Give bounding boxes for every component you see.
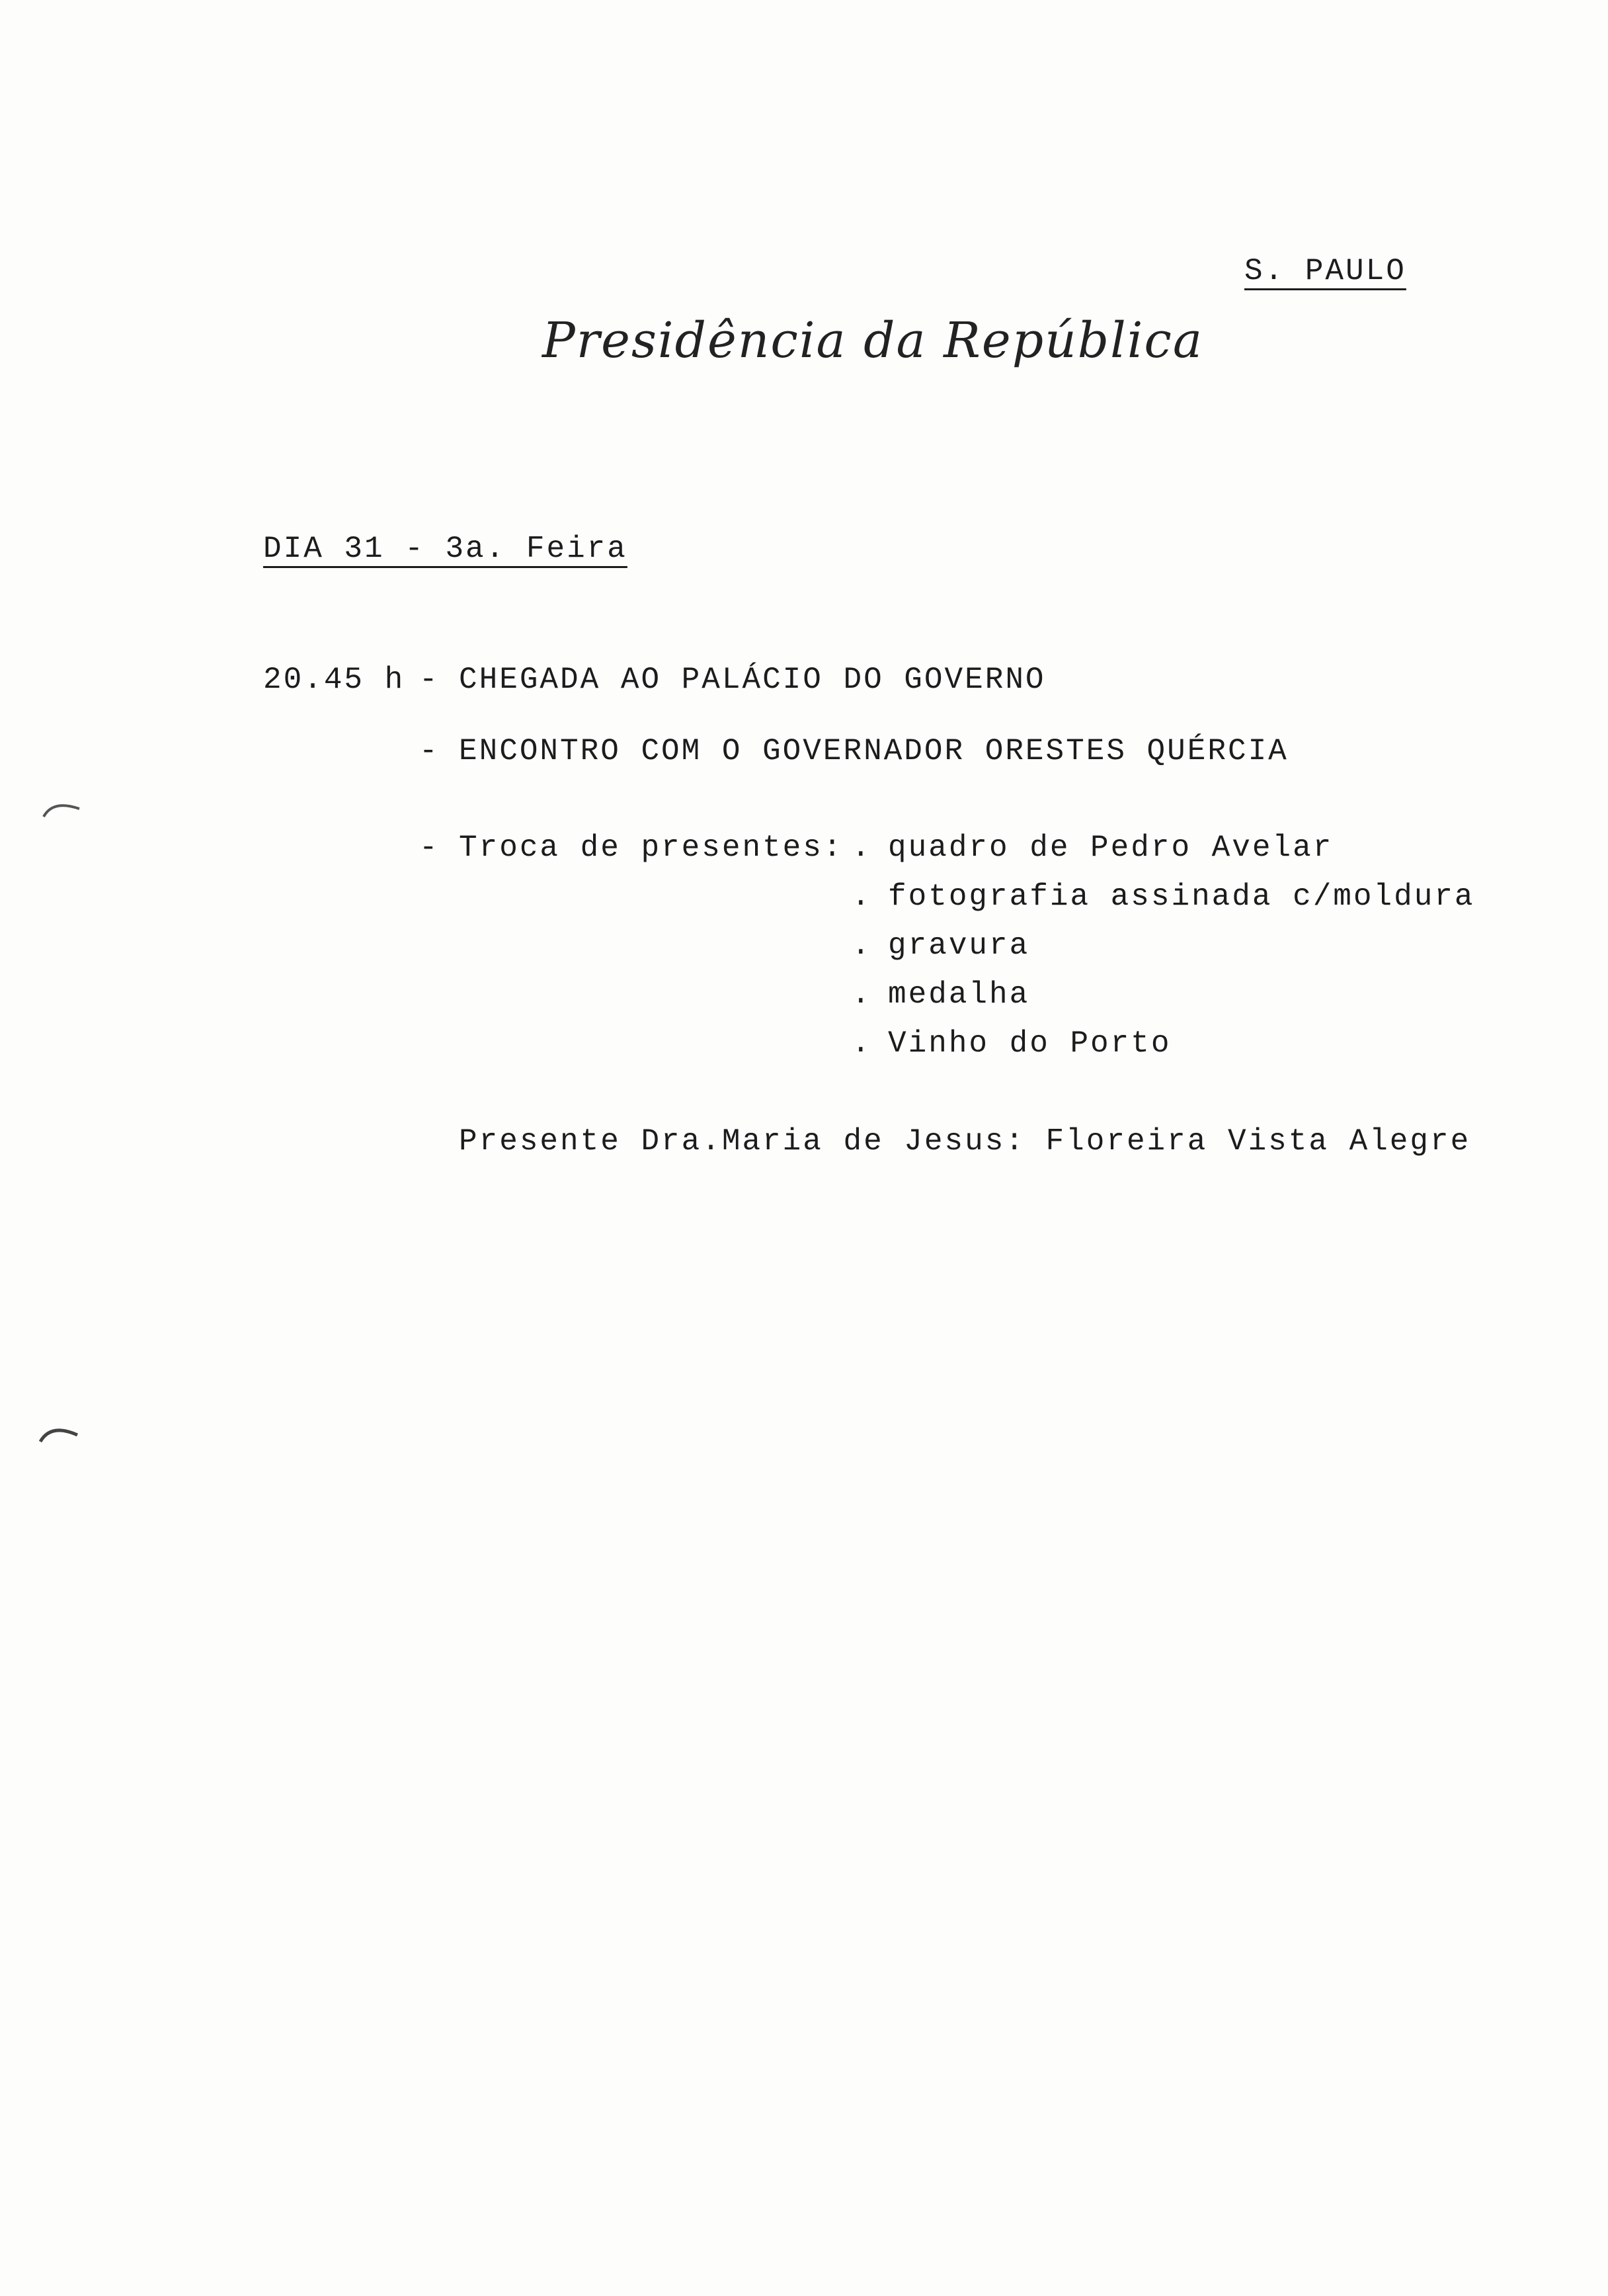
gift-text: gravura — [888, 928, 1030, 963]
letterhead: Presidência da República — [542, 312, 1203, 369]
punch-hole-mark — [40, 797, 86, 823]
gift-bullet: . — [852, 977, 872, 1012]
gift-item — [852, 976, 1029, 1013]
extra-gift-line: Presente Dra.Maria de Jesus: Floreira Vista Alegre — [459, 1124, 1471, 1159]
meeting-item: ENCONTRO COM O GOVERNADOR ORESTES QUÉRCIA — [459, 734, 1289, 768]
schedule-dash-2: - — [419, 734, 440, 768]
location-heading: S. PAULO — [1244, 254, 1406, 288]
gift-text: Vinho do Porto — [888, 1026, 1172, 1061]
schedule-dash-3: - — [419, 831, 440, 865]
gift-bullet: . — [852, 880, 872, 914]
gift-text: medalha — [888, 977, 1030, 1012]
gift-bullet: . — [852, 928, 872, 963]
arrival-item: CHEGADA AO PALÁCIO DO GOVERNO — [459, 663, 1046, 697]
gift-text: quadro de Pedro Avelar — [888, 831, 1334, 865]
gift-item — [852, 927, 1029, 964]
schedule-time: 20.45 h — [263, 663, 405, 697]
gift-item — [852, 829, 1333, 866]
day-title: DIA 31 - 3a. Feira — [263, 532, 627, 566]
punch-hole-mark — [36, 1422, 83, 1448]
gifts-label: Troca de presentes: — [459, 831, 844, 865]
gift-bullet: . — [852, 831, 872, 865]
gift-item — [852, 878, 1475, 915]
schedule-dash-1: - — [419, 663, 440, 697]
gift-bullet: . — [852, 1026, 872, 1061]
gift-item — [852, 1025, 1171, 1062]
gift-text: fotografia assinada c/moldura — [888, 880, 1475, 914]
